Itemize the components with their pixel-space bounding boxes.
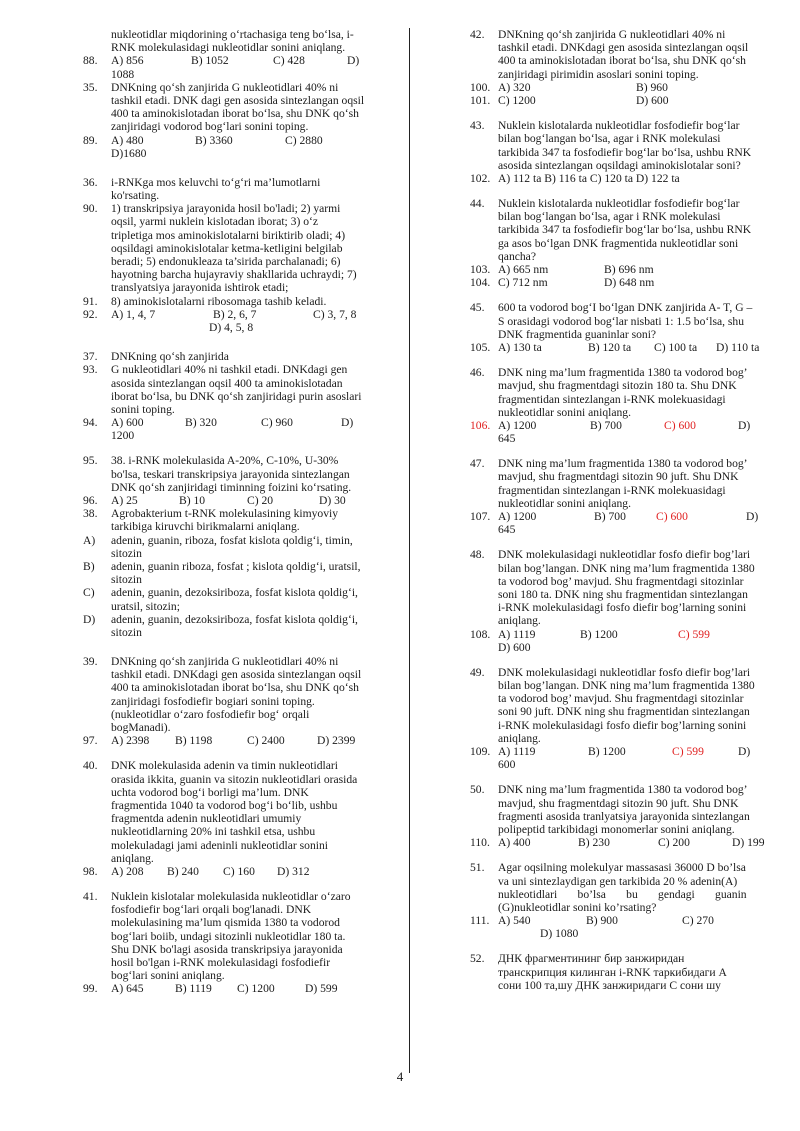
option-d: D) 312 [277,864,310,878]
text-line: adenin, guanin, riboza, fosfat kislota qoldig‘i, timin, [111,533,353,547]
question-90 [83,202,401,294]
option-a: A) 208 [111,864,144,878]
option-d: D) 110 ta [716,340,760,354]
choice-letter: A) [83,533,96,547]
text-line: bog‘lari boiib, undagi sitozinli nukleotidlar 180 ta. [111,929,346,943]
text-line: zanjiridagi vodorod bog‘lari sonini toping. [111,120,309,134]
text-line: soni 180 ta. DNK ning shu fragmentidan sintezlangan [498,587,748,601]
text-line: 8) aminokislotalarni ribosomaga tashib keladi. [111,294,327,308]
option-b: B) 1052 [191,54,229,68]
option-b: B) 696 nm [604,263,654,276]
text-line: 600 ta vodorod bog‘I bo‘lgan DNK zanjirida A- T, G – [498,301,753,315]
question-42 [470,28,768,81]
text-line: tashkil etadi. DNKdagi gen asosida sintezlangan oqsil [498,41,749,55]
item-number: 108. [470,627,491,641]
text-line: DNK fragmentida guaninlar soni? [498,327,657,341]
option-c: C) 2880 [285,133,323,147]
answer-options [470,81,768,107]
text-line: va uni sintezlaydigan gen tarkibida 20 % adenin(A) [498,874,738,888]
text-line: asosida sintezlangan oqsildagi aminokislotalar soni? [498,158,741,172]
option-b: B) 700 [594,510,626,523]
option-d: D) [738,745,751,758]
text-line: hayotning barcha hujayraviy shakllarida uchraydi; 7) [111,268,357,282]
text-line: bog‘lari sonini aniqlang. [111,969,225,983]
option-a: A) 1119 [498,627,536,641]
item-number: 103. [470,263,491,276]
answer-options [470,745,768,771]
option-c: C) 600 [656,510,688,523]
answer-options [470,419,768,445]
text-line: fragmenti asosida tranlyatsiya jarayonida sintezlangan [498,809,750,823]
option-b: B) 2, 6, 7 [213,307,257,321]
option-c: C) 270 [682,914,714,928]
option-c: C) 599 [672,745,704,758]
option-d: D) [347,54,360,68]
item-number: 93. [83,363,98,377]
option-c: C) 428 [273,54,305,68]
item-number: 39. [83,655,98,669]
text-line: adenin, guanin, dezoksiriboza, fosfat kislota qoldig‘i, [111,586,358,600]
option-a: A) 1200 [498,510,537,523]
item-number: 96. [83,494,98,507]
item-number: 110. [470,836,490,850]
text-line: iborat bo‘lsa, bu DNK qo‘sh zanjiridagi purin asoslari [111,389,362,403]
option-b: B) 1119 [175,982,212,996]
text-line: 1) transkripsiya jarayonida hosil bo'ladi; 2) yarmi [111,202,341,216]
item-number: 107. [470,510,491,523]
text-line: bilan bog‘langan bo‘lsa, agar i RNK molekulasi [498,210,721,224]
option-d: D) [738,418,751,432]
text-line: Nuklein kislotalarda nukleotidlar fosfodiefir bog‘lar [498,197,740,211]
item-number: 35. [83,80,98,94]
item-number: 38. [83,507,98,521]
text-line: i-RNK molekulasidagi fosfo diefir bog’larning sonini [498,601,747,615]
item-number: 97. [83,734,98,748]
text-line: sitozin [111,546,142,560]
question-47 [470,457,768,510]
text-line: molekulasining ma’lum qismida 1380 ta vodorod [111,916,340,930]
answer-options [83,865,401,878]
text-line: adenin, guanin riboza, fosfat ; kislota qoldig‘i, uratsil, [111,559,361,573]
text-line: beradi; 5) endonukleaza ta’sirida parchalanadi; 6) [111,255,341,268]
option-c: C) 160 [223,864,255,878]
text-line: fragmentida 1040 ta vodorod bog‘i bo‘lib, ushbu [111,798,338,812]
text-line: fragmentda adenin nukleotidlari umumiy [111,812,302,826]
item-number: 101. [470,93,491,107]
text-line: adenin, guanin, dezoksiriboza, fosfat kislota qoldig‘i, [111,612,358,626]
text-line: oqsildagi aminokislotalar ketma-ketligini belgilab [111,241,343,255]
text-line: nukleotidlar sonini aniqlang. [498,496,631,510]
text-line: 38. i-RNK molekulasida A-20%, C-10%, U-30% [111,454,339,468]
text-line: bilan bog’langan. DNK ning ma’lum fragmentida 1380 [498,561,755,575]
choice-d [83,613,401,639]
option-d: D)1680 [111,146,147,160]
option-d: D) 199 [732,836,765,850]
choice-letter: C) [83,586,95,600]
text-line: sonini toping. [111,402,175,416]
text-line: G nukleotidlari 40% ni tashkil etadi. DNKdagi gen [111,363,348,377]
option-b: B) 900 [586,914,618,928]
text-line: DNK molekulasida adenin va timin nukleotidlari [111,759,338,773]
option-b: B) 700 [590,418,622,432]
question-44 [470,197,768,263]
text-line: DNK molekulasidagi nukleotidlar fosfo diefir bog’lari [498,548,751,562]
option-a: A) 1200 [498,418,537,432]
question-93 [83,363,401,416]
option-b: B) 320 [185,416,217,430]
text-line: DNK molekulasidagi nukleotidlar fosfo diefir bog’lari [498,665,751,679]
item-number: 43. [470,119,485,133]
question-51 [470,861,768,914]
option-b: B) 120 ta [588,340,632,354]
option-c: C) 712 nm [498,276,548,290]
page-number: 4 [396,1069,404,1084]
text-line: S orasidagi vodorod bog‘lar nisbati 1: 1.5 bo‘lsa, shu [498,314,745,328]
option-d-value: 645 [498,523,516,537]
option-d: D) 599 [305,982,338,996]
item-number: 51. [470,861,485,875]
text-line: DNK qo‘sh zanjiridagi timinning foizini ko‘rsating. [111,480,352,494]
item-number: 98. [83,864,98,878]
item-number: 42. [470,28,485,41]
text-line: сони 100 та,шу ДНК занжиридаги С сони шу [498,978,721,992]
answer-options [83,134,401,160]
item-number: 37. [83,350,98,364]
item-number: 45. [470,301,485,315]
text-line: DNK ning ma’lum fragmentida 1380 ta vodorod bog’ [498,783,748,797]
text-line: транскрипция килинган i-RNK таркибидаги А [498,965,727,979]
option-d-value: 1088 [111,67,135,81]
text-line: DNK ning ma’lum fragmentida 1380 ta vodorod bog’ [498,366,748,380]
item-number: 102. [470,171,491,185]
choice-a [83,534,401,560]
item-number: 48. [470,548,485,562]
text-line: tripletiga mos aminokislotalarni biriktirib oladi; 4) [111,228,346,242]
answer-options [83,982,401,995]
item-number: 40. [83,759,98,773]
option-d: D) 2399 [317,734,356,748]
answer-options [83,308,401,334]
option-b: B) 960 [636,80,668,94]
question-45 [470,301,768,341]
text-line: uchta vodorod bog‘i borligi ma’lum. DNK [111,785,309,799]
option-d: D) 30 [319,494,346,507]
item-number: 91. [83,294,98,308]
text-line: 400 ta aminokislotadan iborat bo‘lsa, shu DNK qo‘sh [111,681,359,695]
option-b: B) 240 [167,864,199,878]
item-number: 50. [470,783,485,797]
item-number: 49. [470,665,485,679]
text-line: 400 ta aminokislotadan iborat bo‘lsa, shu DNK qo‘sh [111,107,359,121]
option-a: A) 856 [111,54,144,68]
option-d: D) 648 nm [604,276,655,290]
text-line: zanjiridagi pirimidin asoslari sonini toping. [498,67,699,81]
text-line: bilan bog‘langan bo‘lsa, agar i RNK molekulasi [498,132,721,146]
item-number: 92. [83,307,98,321]
answer-options-line: A) 112 ta B) 116 ta C) 120 ta D) 122 ta [498,171,680,185]
answer-options [470,914,768,940]
text-line: Agar oqsilning molekulyar massasasi 36000 D bo’lsa [498,861,746,875]
question-40 [83,759,401,865]
left-column [83,28,401,996]
answer-options [83,416,401,442]
answer-options [470,836,768,849]
text-line: RNK molekulasidagi nukleotidlar sonini aniqlang. [111,41,346,55]
choice-letter: B) [83,559,95,573]
text-line: mavjud, shu fragmentdagi sitozin 90 juft. Shu DNK [498,470,739,484]
item-number: 47. [470,457,485,471]
text-line: ko'rsating. [111,189,160,203]
item-number: 94. [83,416,98,430]
item-number: 88. [83,54,98,68]
option-d-value: 1200 [111,429,135,443]
option-b: B) 3360 [195,133,233,147]
item-number: 44. [470,197,485,211]
option-d: D) 1080 [540,927,579,941]
text-line: oqsil, yarmi nuklein kislotadan iborat; 3) o‘z [111,215,319,229]
question-95 [83,454,401,494]
option-d-value: 600 [498,758,516,772]
option-d: D) 4, 5, 8 [209,320,254,334]
text-line: (nukleotidlar o‘zaro fosfodiefir bog‘ orqali [111,707,310,721]
item-number: 105. [470,340,491,354]
text-line: zanjiridagi fosfodiefir bogiari sonini toping. [111,694,315,708]
option-b: B) 230 [578,836,610,850]
answer-options [83,494,401,507]
text-line: nukleotidlari bo’lsa bu gendagi guanin [498,887,747,901]
option-a: A) 400 [498,836,531,850]
answer-options [83,734,401,747]
option-a: A) 130 ta [498,340,542,354]
option-a: A) 480 [111,133,144,147]
text-line: nukleotidlar sonini aniqlang. [498,405,631,419]
text-line: ga asos bo‘lgan DNK fragmentida nukleotidlar soni [498,236,739,250]
text-line: fragmentidan sintezlangan i-RNK molekuasidagi [498,392,726,406]
option-b: B) 1200 [580,627,618,641]
text-line: aniqlang. [111,851,154,865]
text-line: bilan bog’langan. DNK ning ma’lum fragmentida 1380 [498,679,755,693]
option-c: C) 600 [664,418,696,432]
answer-options [470,263,768,289]
text-line: sitozin [111,625,142,639]
option-c: C) 100 ta [654,340,698,354]
text-line: 400 ta aminokislotadan iborat bo‘lsa, shu DNK qo‘sh [498,54,746,68]
text-line: qancha? [498,249,536,263]
item-number: 111. [470,914,490,928]
text-line: polipeptid tarkibidagi monomerlar sonini aniqlang. [498,822,735,836]
text-line: i-RNK molekulasidagi fosfo diefir bog’larning sonini [498,718,747,732]
text-line: fragmentidan sintezlangan i-RNK molekuasidagi [498,483,726,497]
question-50 [470,783,768,836]
choice-b [83,560,401,586]
option-a: A) 645 [111,982,144,996]
text-line: mavjud, shu fragmentdagi sitozin 180 ta. Shu DNK [498,379,737,393]
option-c: C) 960 [261,416,293,430]
text-line: mavjud, shu fragmentdagi sitozin 90 juft. Shu DNK [498,796,739,810]
text-line: DNKning qo‘sh zanjirida G nukleotidlari 40% ni [111,80,339,94]
choice-c [83,586,401,612]
text-line: molekuladagi jami adeninli nukleotidlar sonini [111,838,329,852]
option-a: A) 25 [111,494,138,507]
answer-options [470,510,768,536]
text-line: translyatsiya jarayonida ishtirok etadi; [111,281,289,295]
text-line: ta vodorod bog’ mavjud. Shu fragmentdagi sitozinlar [498,574,744,588]
question-43 [470,119,768,172]
text-line: DNKning qo‘sh zanjirida G nukleotidlari 40% ni [498,28,726,41]
text-line: aniqlang. [498,731,541,745]
option-b: B) 1200 [588,745,626,758]
text-line: Shu DNK bo'lagi asosida transkripsiya jarayonida [111,942,343,956]
question-48 [470,548,768,627]
item-number: 89. [83,133,98,147]
text-line: uratsil, sitozin; [111,599,180,613]
text-line: tashkil etadi. DNK dagi gen asosida sintezlangan oqsil [111,93,365,107]
text-line: i-RNKga mos keluvchi to‘g‘ri ma’lumotlarni [111,175,321,189]
item-number: 52. [470,952,485,966]
option-c: C) 2400 [247,734,285,748]
option-c: C) 3, 7, 8 [313,307,357,321]
text-line: bogManadi). [111,721,171,734]
text-line: Nuklein kislotalar molekulasida nukleotidlar o‘zaro [111,890,351,904]
choice-letter: D) [83,612,96,626]
text-line: bo'lsa, teskari transkripsiya jarayonida sintezlangan [111,467,350,481]
text-line: sitozin [111,573,142,587]
text-line: nukleotidlarning 20% ini tashkil etsa, ushbu [111,825,316,839]
question-46 [470,366,768,419]
right-column [470,28,768,992]
text-line: fosfodiefir bog‘lari orqali bog'lanadi. DNK [111,903,312,917]
option-a: A) 665 nm [498,263,549,276]
question-39 [83,655,401,734]
option-c: C) 200 [658,836,690,850]
text-line: asosida sintezlangan oqsil 400 ta aminokislotadan [111,376,343,390]
text-line: tarkibida 347 ta fosfodiefir bog‘lar bo‘lsa, ushbu RNK [498,223,752,237]
text-line: nukleotidlar miqdorining o‘rtachasiga teng bo‘lsa, i- [111,28,354,41]
text-line: DNK ning ma’lum fragmentida 1380 ta vodorod bog’ [498,457,748,471]
text-line: soni 90 juft. DNK ning shu fragmentidan sintezlangan [498,705,750,719]
question-41 [83,890,401,982]
text-line: tarkibida 347 ta fosfodiefir bog‘lar bo‘lsa, ushbu RNK [498,145,752,159]
option-c: C) 599 [678,627,710,641]
option-a: A) 1119 [498,745,536,758]
question-35 [83,81,401,134]
text-line: aniqlang. [498,614,541,628]
text-line: tashkil etadi. DNKdagi gen asosida sintezlangan oqsil [111,668,362,682]
option-d: D) 600 [636,93,669,107]
option-d: D) 600 [498,640,531,654]
column-divider [409,28,410,1073]
option-a: A) 1, 4, 7 [111,307,156,321]
question-36 [83,176,401,202]
text-line: (G)nukleotidlar sonini ko’rsating? [498,900,657,914]
item-number: 90. [83,202,98,216]
text-line: tarkibiga kiruvchi birikmalarni aniqlang. [111,520,300,534]
item-number: 41. [83,890,98,904]
option-a: A) 320 [498,80,531,94]
text-line: orasida ikkita, guanin va sitozin nukleotidlari orasida [111,772,358,786]
item-number: 95. [83,454,98,468]
text-line: ta vodorod bog’ mavjud. Shu fragmentdagi sitozinlar [498,692,744,706]
option-a: A) 600 [111,416,144,430]
text-line: ДНК фрагментининг бир занжиридан [498,952,685,966]
item-number: 99. [83,982,98,996]
question-continuation [83,28,401,54]
option-a: A) 540 [498,914,531,928]
text-line: Nuklein kislotalarda nukleotidlar fosfodiefir bog‘lar [498,119,740,133]
text-line: DNKning qo‘sh zanjirida G nukleotidlari 40% ni [111,655,339,669]
option-b: B) 1198 [175,734,213,748]
option-c: C) 20 [247,494,274,507]
item-number: 100. [470,80,491,94]
option-a: A) 2398 [111,734,150,748]
answer-options [470,628,768,654]
option-c: C) 1200 [237,982,275,996]
text-line: DNKning qo‘sh zanjirida [111,350,229,364]
question-49 [470,666,768,745]
item-number: 104. [470,276,491,290]
item-number: 109. [470,745,491,758]
question-52 [470,952,768,992]
text-line: Agrobakterium t-RNK molekulasining kimyoviy [111,507,339,521]
answer-options [83,54,401,80]
option-d-value: 645 [498,432,516,446]
text-line: hosil bo'lgan i-RNK molekulasidagi fosfodiefir [111,956,331,969]
item-number: 36. [83,175,98,189]
item-number: 46. [470,366,485,380]
item-number: 106. [470,418,491,432]
question-38 [83,507,401,533]
answer-options [470,341,768,354]
option-b: B) 10 [179,494,206,507]
option-c: C) 1200 [498,93,536,107]
option-d: D) [746,510,759,523]
option-d: D) [341,416,354,430]
